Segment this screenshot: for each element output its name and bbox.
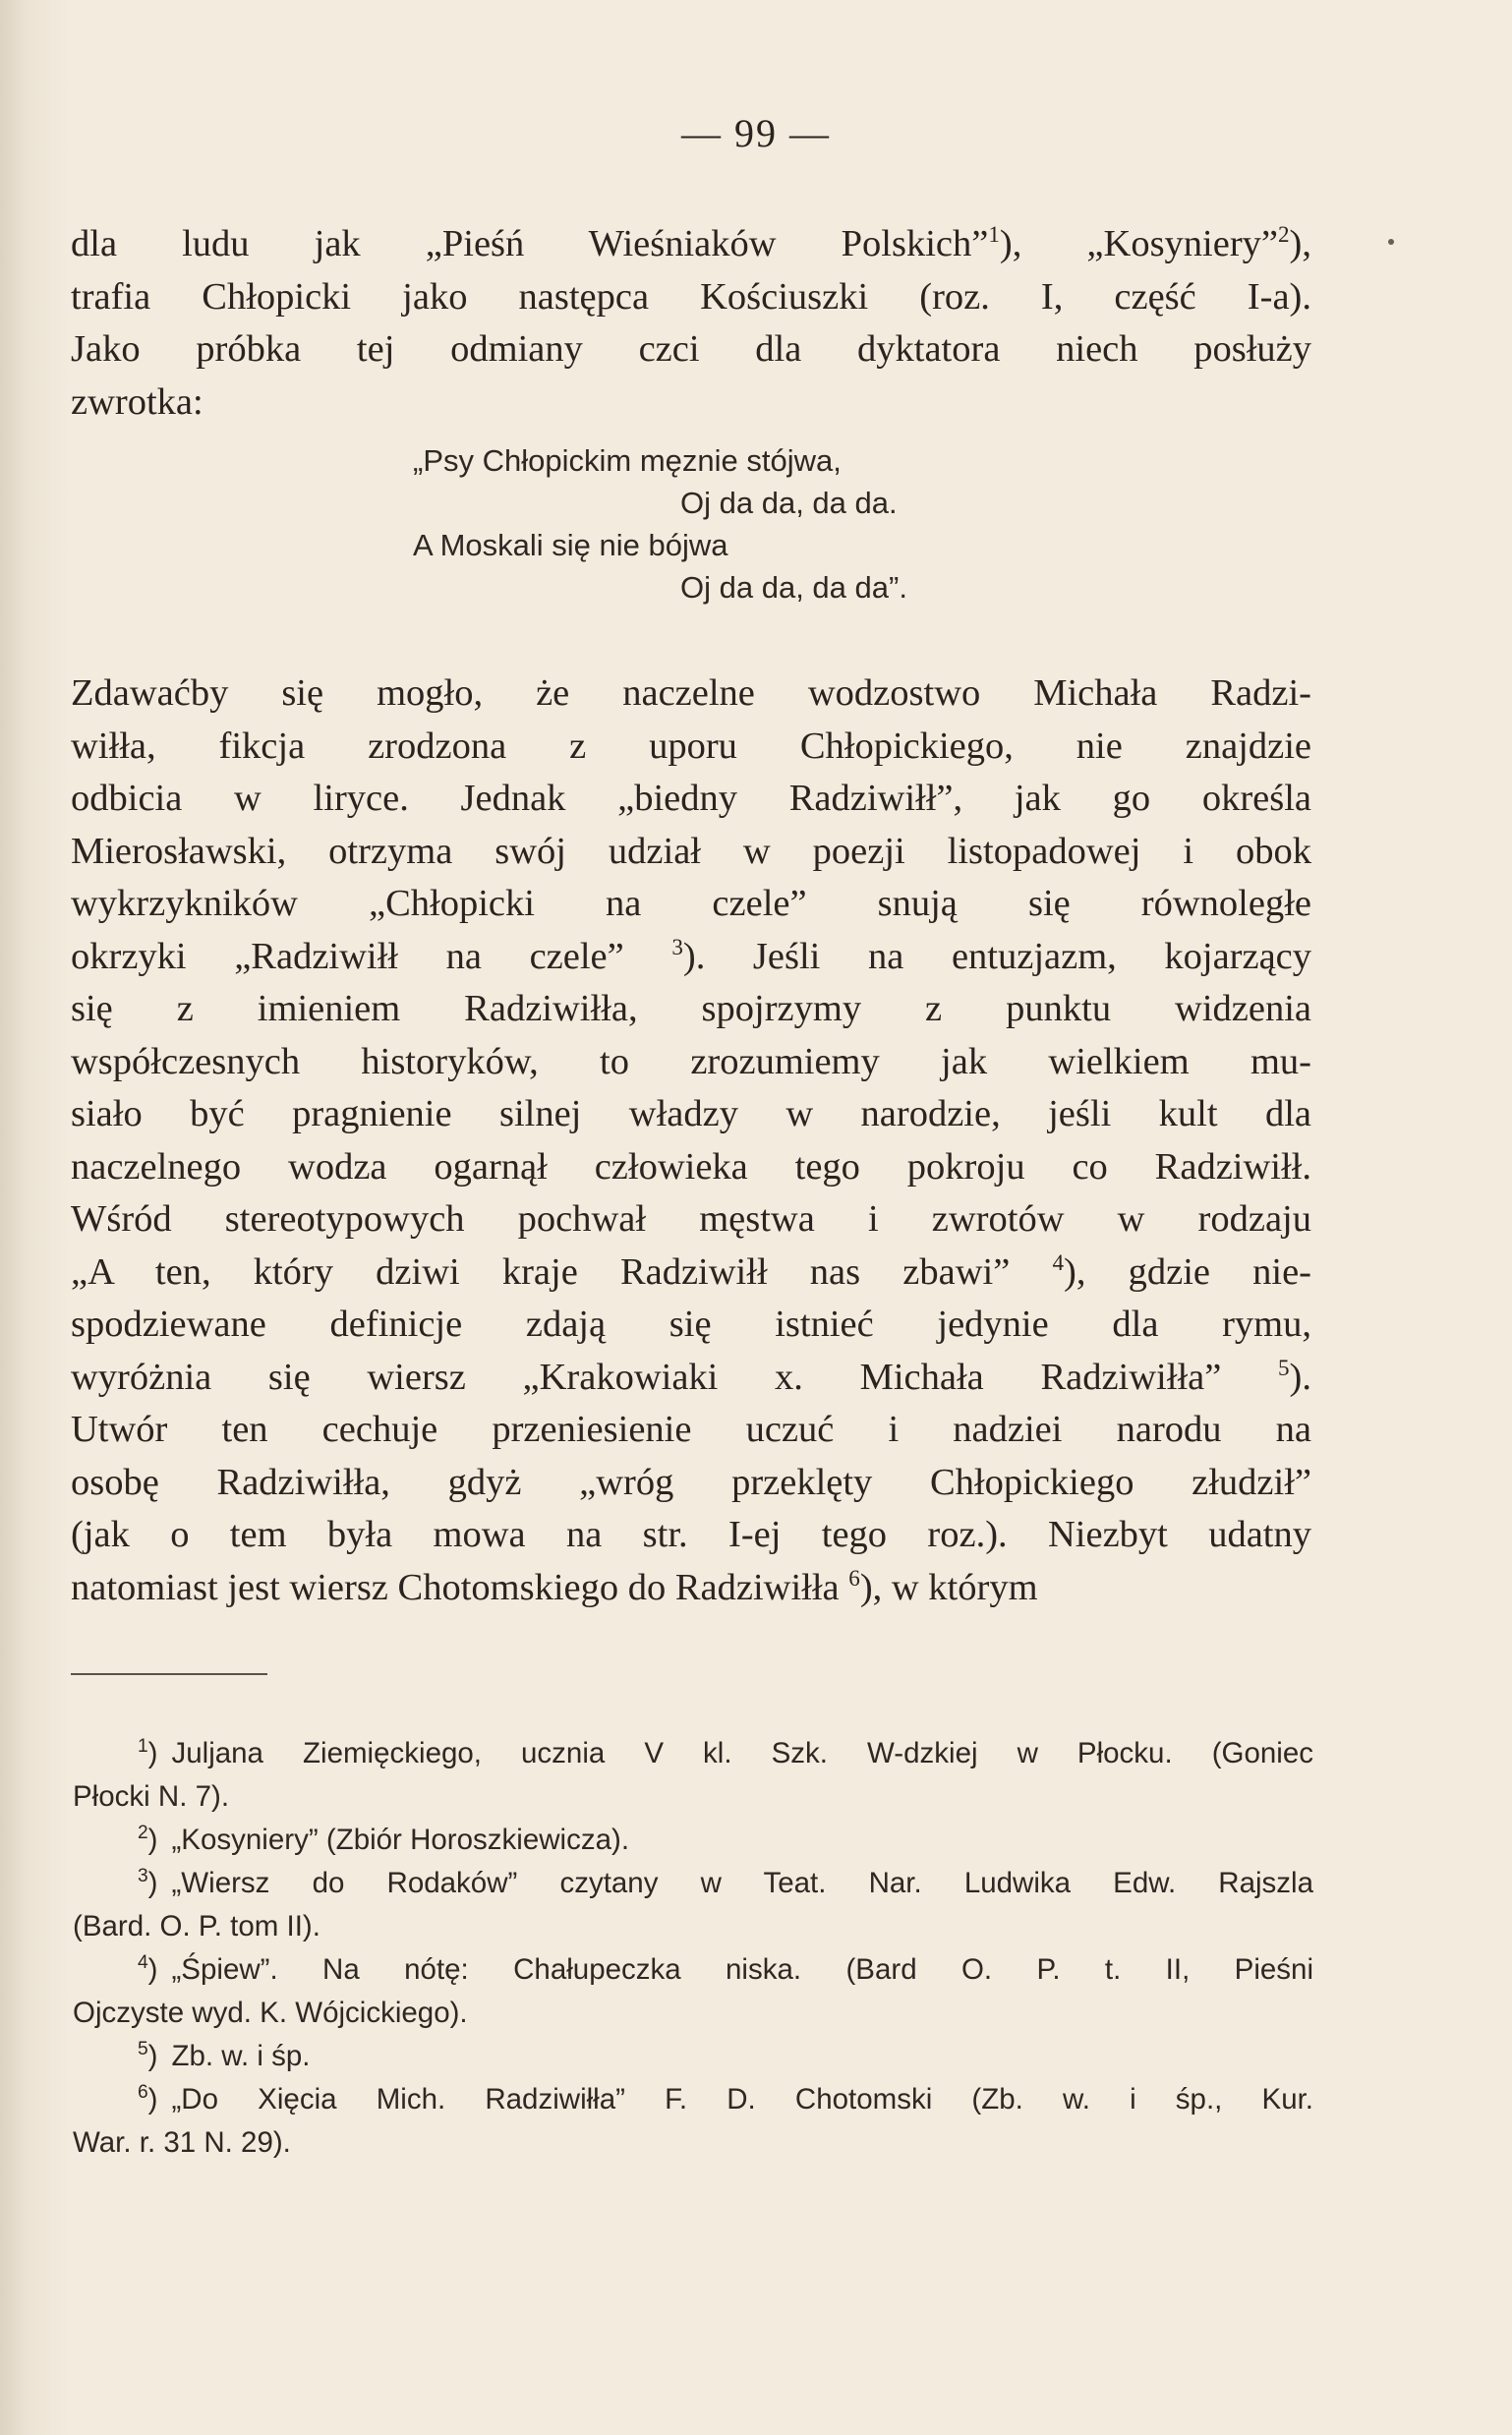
text-line: wykrzykników „Chłopicki na czele” snują się równoległe	[71, 883, 1311, 924]
text-line: Mierosławski, otrzyma swój udział w poezji listopadowej i obok	[71, 830, 1311, 872]
footnote-mark: $^5$)	[138, 2039, 158, 2072]
text-line: natomiast jest wiersz Chotomskiego do Radziwiłła $^6$), w którym	[71, 1564, 1038, 1608]
footnote-text: „Wiersz do Rodaków” czytany w Teat. Nar. Ludwika Edw. Rajszla	[171, 1867, 1313, 1899]
text-line: Wśród stereotypowych pochwał męstwa i zwrotów w rodzaju	[71, 1198, 1311, 1240]
text-line: okrzyki „Radziwiłł na czele” $^3$). Jeśli na entuzjazm, kojarzący	[71, 933, 1311, 977]
paragraph-1	[71, 218, 1311, 429]
verse-quote	[413, 439, 1003, 609]
footnote-text: (Bard. O. P. tom II).	[73, 1910, 320, 1942]
text-line: zwrotka:	[71, 380, 204, 423]
footnote-4	[73, 1948, 1313, 2035]
footnote-mark: $^3$)	[138, 1866, 158, 1899]
footnote-text: Zb. w. i śp.	[171, 2040, 311, 2072]
text-line: trafia Chłopicki jako następca Kościuszki (roz. I, część I-a).	[71, 275, 1311, 318]
verse-line: Oj da da, da da.	[680, 486, 898, 520]
text-line: się z imieniem Radziwiłła, spojrzymy z punktu widzenia	[71, 988, 1311, 1029]
footnote-line	[73, 1905, 1313, 1948]
footnote-2	[73, 1819, 1313, 1862]
footnote-line	[73, 2035, 1313, 2078]
footnote-text: „Śpiew”. Na nótę: Chałupeczka niska. (Bard O. P. t. II, Pieśni	[171, 1953, 1313, 1986]
text-line: „A ten, który dziwi kraje Radziwiłł nas zbawi” $^4$), gdzie nie-	[71, 1248, 1311, 1293]
footnote-mark: $^1$)	[138, 1736, 158, 1769]
text-line: (jak o tem była mowa na str. I-ej tego roz.). Niezbyt udatny	[71, 1514, 1311, 1555]
footnote-line	[73, 1948, 1313, 1992]
footnote-line	[73, 1775, 1313, 1819]
footnote-text: Płocki N. 7).	[73, 1780, 230, 1813]
paper-speck	[1388, 239, 1394, 245]
footnote-text: War. r. 31 N. 29).	[73, 2126, 291, 2159]
text-line: siało być pragnienie silnej władzy w narodzie, jeśli kult dla	[71, 1093, 1311, 1134]
text-line: osobę Radziwiłła, gdyż „wróg przeklęty Chłopickiego złudził”	[71, 1461, 1311, 1503]
verse-line: Oj da da, da da”.	[680, 570, 907, 605]
footnotes	[73, 1732, 1313, 2165]
footnote-separator	[71, 1673, 267, 1675]
text-line: odbicia w liryce. Jednak „biedny Radziwiłł”, jak go określa	[71, 778, 1311, 819]
text-line: spodziewane definicje zdają się istnieć jedynie dla rymu,	[71, 1304, 1311, 1345]
footnote-text: „Kosyniery” (Zbiór Horoszkiewicza).	[171, 1824, 630, 1856]
footnote-6	[73, 2078, 1313, 2165]
footnote-text: „Do Xięcia Mich. Radziwiłła” F. D. Chotomski (Zb. w. i śp., Kur.	[171, 2083, 1313, 2116]
footnote-line	[73, 1862, 1313, 1905]
footnote-3	[73, 1862, 1313, 1948]
footnote-line	[73, 1992, 1313, 2035]
text-line: Utwór ten cechuje przeniesienie uczuć i nadziei narodu na	[71, 1409, 1311, 1450]
footnote-line	[73, 2121, 1313, 2165]
footnote-ref: 1	[988, 221, 1000, 248]
paragraph-2	[71, 667, 1311, 1614]
footnote-mark: $^4$)	[138, 1952, 158, 1986]
footnote-ref: 3	[671, 933, 683, 959]
text-line: naczelnego wodza ogarnął człowieka tego pokroju co Radziwiłł.	[71, 1145, 1311, 1188]
text-line: współczesnych historyków, to zrozumiemy jak wielkiem mu-	[71, 1040, 1311, 1082]
footnote-line	[73, 1819, 1313, 1862]
verse-line: „Psy Chłopickim męznie stójwa,	[413, 443, 842, 478]
footnote-line	[73, 1732, 1313, 1775]
footnote-text: Juljana Ziemięckiego, ucznia V kl. Szk. W-dzkiej w Płocku. (Goniec	[171, 1737, 1313, 1769]
text-line: wyróżnia się wiersz „Krakowiaki x. Michała Radziwiłła” $^5$).	[71, 1354, 1311, 1398]
footnote-1	[73, 1732, 1313, 1819]
text-line: wiłła, fikcja zrodzona z uporu Chłopickiego, nie znajdzie	[71, 725, 1311, 767]
footnote-ref: 6	[848, 1564, 860, 1591]
footnote-ref: 2	[1278, 221, 1290, 248]
text-line: dla ludu jak „Pieśń Wieśniaków Polskich”$^1$), „Kosyniery”$^2$),	[71, 221, 1311, 264]
footnote-mark: $^6$)	[138, 2082, 158, 2116]
text-line: Zdawaćby się mogło, że naczelne wodzostwo Michała Radzi-	[71, 672, 1311, 714]
footnote-line	[73, 2078, 1313, 2121]
footnote-ref: 5	[1278, 1354, 1290, 1380]
page-number: — 99 —	[681, 111, 831, 155]
verse-line: A Moskali się nie bójwa	[413, 528, 728, 562]
footnote-5	[73, 2035, 1313, 2078]
text-line: Jako próbka tej odmiany czci dla dyktatora niech posłuży	[71, 328, 1311, 370]
footnote-text: Ojczyste wyd. K. Wójcickiego).	[73, 1997, 468, 2029]
footnote-ref: 4	[1052, 1248, 1064, 1275]
footnote-mark: $^2$)	[138, 1823, 158, 1856]
